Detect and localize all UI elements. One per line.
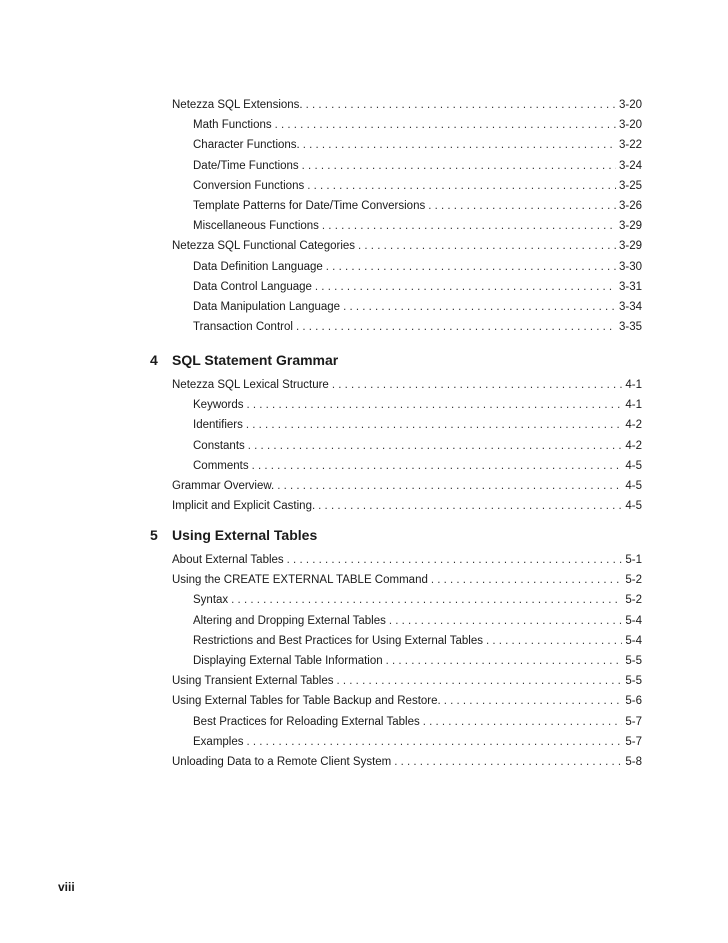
chapter-title: SQL Statement Grammar [172,352,339,368]
dot-leader [386,654,623,668]
dot-leader [277,479,622,493]
dot-leader [275,118,616,132]
toc-entry-title: Syntax [193,594,229,607]
toc-entry-section[interactable] [172,755,642,769]
dot-leader [306,98,616,112]
dot-leader [326,260,616,274]
toc-entry-subsection[interactable] [193,320,642,334]
toc-entry-section[interactable] [172,674,642,688]
toc-entry-subsection[interactable] [193,300,642,314]
toc-entry-title: Altering and Dropping External Tables [193,614,386,627]
toc-entry-page: 5-5 [625,675,642,688]
toc-entry-subsection[interactable] [193,654,642,668]
toc-entry-title: Displaying External Table Information [193,655,383,667]
toc-entry-page: 4-1 [625,379,642,391]
dot-leader [431,573,623,587]
toc-entry-page: 4-5 [625,459,642,472]
dot-leader [296,320,616,334]
dot-leader [389,614,623,628]
toc-entry-title: About External Tables [172,554,284,566]
toc-entry-page: 3-29 [618,220,642,233]
toc-entry-title: Keywords [193,399,244,412]
toc-entry-title: Unloading Data to a Remote Client System [172,756,392,768]
chapter-heading [150,527,317,543]
toc-entry-page: 3-22 [618,139,642,152]
dot-leader [252,459,623,473]
dot-leader [423,715,623,729]
toc-entry-subsection[interactable] [193,459,642,473]
toc-entry-title: Netezza SQL Extensions. [172,99,303,111]
toc-entry-subsection[interactable] [193,219,642,233]
toc-entry-page: 4-2 [625,419,642,432]
toc-entry-title: Constants [193,439,245,452]
toc-entry-page: 5-4 [625,614,642,627]
chapter-title: Using External Tables [172,527,318,543]
toc-entry-page: 5-7 [625,715,642,728]
toc-entry-page: 4-2 [625,439,642,452]
toc-entry-title: Using the CREATE EXTERNAL TABLE Command [172,574,428,587]
dot-leader [318,499,622,513]
toc-entry-title: Using External Tables for Table Backup and Restore. [172,695,441,708]
toc-entry-section[interactable] [172,479,642,493]
toc-entry-page: 5-6 [625,695,642,708]
toc-entry-page: 4-5 [625,500,642,513]
dot-leader [444,694,623,708]
toc-entry-page: 4-1 [625,399,642,412]
toc-entry-subsection[interactable] [193,715,642,729]
dot-leader [394,755,622,769]
toc-entry-page: 3-35 [618,321,642,334]
toc-entry-page: 5-8 [625,756,642,768]
toc-entry-section[interactable] [172,98,642,112]
toc-entry-section[interactable] [172,499,642,513]
toc-entry-subsection[interactable] [193,418,642,432]
toc-entry-title: Restrictions and Best Practices for Using External Tables [193,634,483,647]
toc-entry-page: 3-26 [618,200,642,212]
toc-entry-title: Conversion Functions [193,179,305,192]
toc-entry-title: Identifiers [193,419,243,432]
toc-entry-page: 3-30 [618,260,642,273]
toc-entry-title: Miscellaneous Functions [193,220,319,233]
toc-entry-title: Best Practices for Reloading External Tables [193,715,420,728]
toc-entry-page: 5-1 [625,554,642,566]
toc-entry-page: 5-4 [625,634,642,647]
toc-entry-page: 3-20 [618,99,642,111]
toc-entry-subsection[interactable] [193,199,642,213]
dot-leader [428,199,616,213]
toc-entry-page: 5-2 [625,594,642,607]
toc-entry-subsection[interactable] [193,159,642,173]
toc-entry-title: Comments [193,459,249,472]
dot-leader [247,735,623,749]
dot-leader [302,159,616,173]
dot-leader [303,138,616,152]
toc-entry-subsection[interactable] [193,614,642,628]
toc-entry-subsection[interactable] [193,280,642,294]
toc-entry-section[interactable] [172,573,642,587]
toc-entry-subsection[interactable] [193,138,642,152]
dot-leader [231,593,622,607]
dot-leader [322,219,616,233]
toc-entry-title: Character Functions. [193,139,300,152]
dot-leader [486,634,622,648]
chapter-number: 4 [150,352,158,368]
toc-entry-page: 3-25 [618,179,642,192]
toc-entry-title: Data Definition Language [193,260,323,273]
toc-entry-page: 4-5 [625,480,642,492]
dot-leader [337,674,623,688]
toc-entry-title: Data Control Language [193,280,312,293]
toc-entry-subsection[interactable] [193,439,642,453]
toc-entry-subsection[interactable] [193,398,642,412]
dot-leader [246,418,623,432]
dot-leader [332,378,623,392]
toc-entry-title: Using Transient External Tables [172,675,334,688]
toc-entry-subsection[interactable] [193,179,642,193]
dot-leader [315,280,616,294]
toc-entry-subsection[interactable] [193,260,642,274]
toc-entry-title: Grammar Overview. [172,480,275,492]
toc-entry-page: 3-24 [618,159,642,172]
toc-entry-section[interactable] [172,694,642,708]
toc-entry-subsection[interactable] [193,118,642,132]
toc-entry-title: Implicit and Explicit Casting. [172,500,316,513]
toc-entry-section[interactable] [172,553,642,567]
toc-entry-page: 3-34 [618,301,642,313]
toc-entry-title: Netezza SQL Lexical Structure [172,379,329,391]
toc-entry-page: 5-7 [625,735,642,748]
toc-entry-title: Transaction Control [193,321,293,334]
toc-entry-page: 3-20 [618,119,642,132]
toc-entry-subsection[interactable] [193,593,642,607]
toc-entry-title: Data Manipulation Language [193,301,341,313]
toc-entry-subsection[interactable] [193,634,642,648]
toc-entry-page: 5-5 [625,655,642,667]
toc-entry-section[interactable] [172,239,642,253]
toc-entry-section[interactable] [172,378,642,392]
toc-entry-title: Math Functions [193,119,272,132]
dot-leader [358,239,616,253]
toc-entry-subsection[interactable] [193,735,642,749]
toc-entry-title: Date/Time Functions [193,159,299,172]
dot-leader [343,300,616,314]
dot-leader [287,553,623,567]
chapter-number: 5 [150,527,158,543]
toc-entry-page: 3-29 [618,240,642,253]
dot-leader [247,398,623,412]
toc-entry-title: Examples [193,735,244,748]
chapter-heading [150,352,338,368]
toc-entry-title: Template Patterns for Date/Time Conversions [193,200,426,212]
toc-entry-page: 5-2 [625,574,642,587]
page-number: viii [58,880,75,894]
toc-entry-page: 3-31 [618,280,642,293]
dot-leader [307,179,616,193]
dot-leader [248,439,623,453]
toc-entry-title: Netezza SQL Functional Categories [172,240,356,253]
